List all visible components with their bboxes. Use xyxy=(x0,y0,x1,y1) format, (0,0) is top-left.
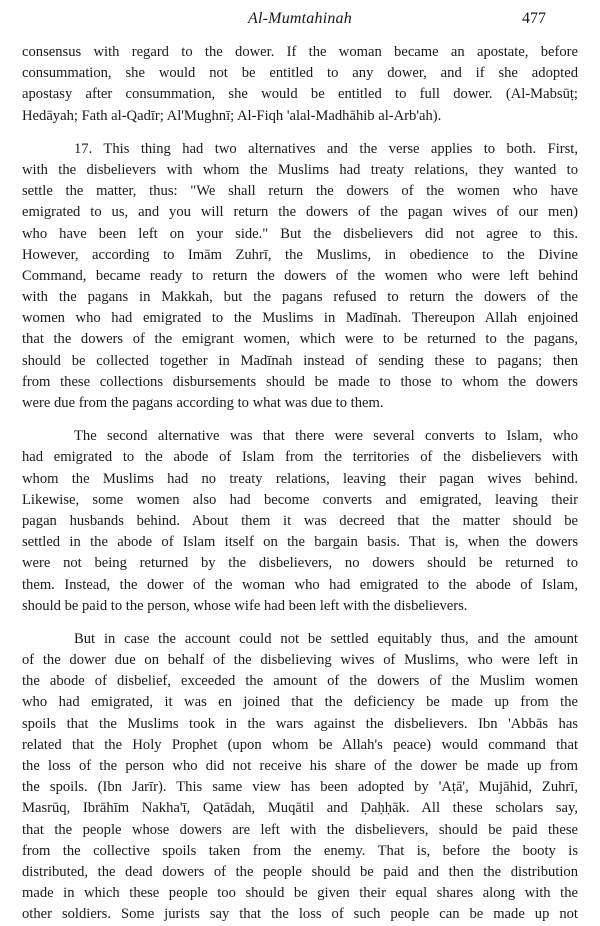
text-line: the loss of the person who did not receive his share of the dower be made up from xyxy=(22,758,578,774)
text-line: made in which these people too should be given their equal shares along with the xyxy=(22,885,578,902)
text-line: other soldiers. Some jurists say that the loss of such people can be made up not xyxy=(22,906,578,923)
text-line: related that the Holy Prophet (upon whom be Allah's peace) would command that xyxy=(22,736,578,753)
text-line: Hedāyah; Fath al-Qadīr; Al'Mughnī; Al-Fiqh 'alal-Madhāhib al-Arb'ah). xyxy=(22,107,442,124)
page-number: 477 xyxy=(522,10,546,27)
paragraph-spacer xyxy=(22,414,578,426)
text-line: distributed, the dead dowers of the people should be paid and then the distribution xyxy=(22,863,578,880)
text-line: consensus with regard to the dower. If the woman became an apostate, before xyxy=(22,44,578,60)
paragraph-1 xyxy=(22,42,578,127)
surah-title: Al-Mumtahinah xyxy=(248,10,352,27)
paragraph-spacer xyxy=(22,127,578,139)
paragraph-2 xyxy=(22,139,578,414)
text-line: However, according to Imām Zuhrī, the Muslims, in obedience to the Divine xyxy=(22,246,578,263)
text-line: Likewise, some women also had become converts and emigrated, leaving their xyxy=(22,491,578,508)
text-line: should be paid to the person, whose wife had been left with the disbelievers. xyxy=(22,597,468,614)
text-line: that the dowers of the emigrant women, which were to be returned to the pagans, xyxy=(22,331,578,348)
text-line: pagan husbands behind. About them it was decreed that the matter should be xyxy=(22,512,578,529)
text-line: emigrated to us, and you will return the dowers of the pagan wives of our men) xyxy=(22,204,578,221)
body-text xyxy=(22,42,578,926)
text-line: were due from the pagans according to what was due to them. xyxy=(22,395,384,411)
text-line: from the collective spoils taken from the enemy. That is, before the booty is xyxy=(22,842,578,859)
text-line: Masrūq, Ibrāhīm Nakha'ī, Qatādah, Muqātil and Ḍaḥḥāk. All these scholars say, xyxy=(22,800,578,817)
text-line: women who had emigrated to the Muslims in Madīnah. Thereupon Allah enjoined xyxy=(22,310,578,327)
text-line: Command, became ready to return the dowers of the women who were left behind xyxy=(22,267,578,284)
text-line: were not being returned by the disbelievers, no dowers should be returned to xyxy=(22,555,578,572)
text-line: the abode of disbelief, exceeded the amount of the dowers of the Muslim women xyxy=(22,673,578,690)
paragraph-4 xyxy=(22,629,578,926)
text-line: whom the Muslims had no treaty relations, leaving their pagan wives behind. xyxy=(22,470,578,487)
text-line: them. Instead, the dower of the woman who had emigrated to the abode of Islam, xyxy=(22,576,578,593)
text-line: consummation, she would not be entitled to any dower, and if she adopted xyxy=(22,65,578,82)
text-line: that the people whose dowers are left with the disbelievers, should be paid these xyxy=(22,821,578,838)
text-line: with the disbelievers with whom the Muslims had treaty relations, they wanted to xyxy=(22,161,578,178)
text-line: apostasy after consummation, she would be entitled to full dower. (Al-Mabsūṭ; xyxy=(22,86,578,103)
text-line: had emigrated to the abode of Islam from the territories of the disbelievers with xyxy=(22,449,578,466)
text-line: settle the matter, thus: "We shall return the dowers of the women who have xyxy=(22,183,578,200)
text-line: 17. This thing had two alternatives and the verse applies to both. First, xyxy=(74,140,578,157)
text-line: the spoils. (Ibn Jarīr). This same view has been adopted by 'Aṭā', Mujāhid, Zuhrī, xyxy=(22,779,578,796)
text-line: with the pagans in Makkah, but the pagans refused to return the dowers of the xyxy=(22,289,578,306)
text-line: who have been left on your side." But the disbelievers did not agree to this. xyxy=(22,225,578,242)
text-line: of the dower due on behalf of the disbelieving wives of Muslims, who were left in xyxy=(22,652,578,669)
text-line: should be collected together in Madīnah instead of sending these to pagans; then xyxy=(22,352,578,369)
text-line: from these collections disbursements should be made to those to whom the dowers xyxy=(22,373,578,390)
text-line: spoils that the Muslims took in the wars against the disbelievers. Ibn 'Abbās has xyxy=(22,715,578,732)
paragraph-spacer xyxy=(22,617,578,629)
running-head xyxy=(0,10,600,32)
text-line: The second alternative was that there were several converts to Islam, who xyxy=(74,428,578,445)
text-line: who had emigrated, it was en joined that the deficiency be made up from the xyxy=(22,694,578,711)
text-line: But in case the account could not be settled equitably thus, and the amount xyxy=(74,630,578,647)
text-line: settled in the abode of Islam itself on the bargain basis. That is, when the dowers xyxy=(22,534,578,551)
paragraph-3 xyxy=(22,426,578,617)
